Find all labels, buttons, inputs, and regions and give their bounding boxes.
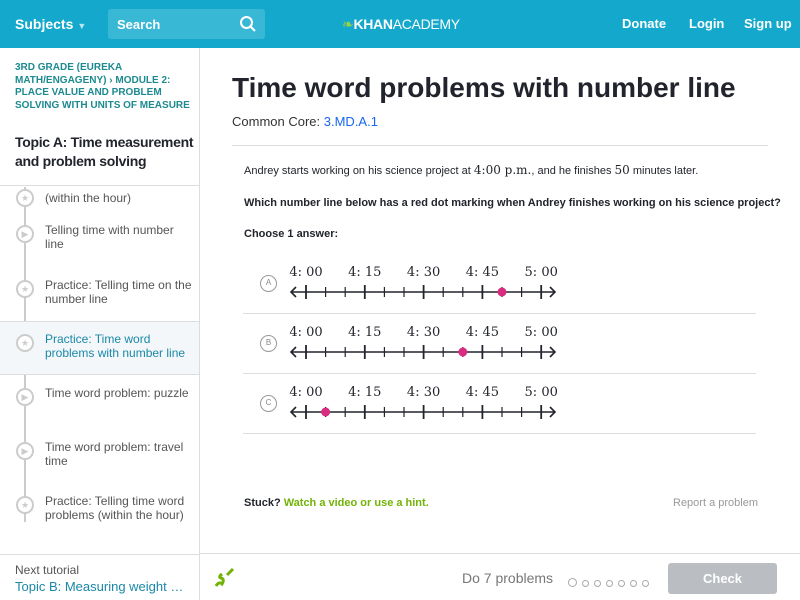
- tick-label: 4: 30: [406, 325, 441, 340]
- check-button[interactable]: Check: [668, 563, 777, 594]
- next-topic-link[interactable]: Topic B: Measuring weight …: [15, 579, 184, 594]
- star-icon: ★: [16, 280, 34, 298]
- tick-label: 4: 00: [289, 265, 323, 280]
- star-icon: ★: [16, 334, 34, 352]
- logo-light: ACADEMY: [392, 16, 460, 32]
- red-dot: [321, 408, 330, 417]
- divider: [232, 145, 768, 146]
- number-line: [288, 263, 563, 303]
- progress-dot: [582, 580, 589, 587]
- sidebar-item[interactable]: [0, 376, 199, 430]
- common-core-link[interactable]: 3.MD.A.1: [323, 114, 378, 129]
- q-part: , and he finishes: [531, 165, 615, 177]
- subjects-menu[interactable]: [15, 16, 86, 32]
- answer-choice-b[interactable]: [243, 315, 756, 375]
- tick-label: 4: 15: [348, 385, 382, 400]
- report-problem-link[interactable]: Report a problem: [673, 497, 758, 509]
- sidebar-item-label: Practice: Telling time word problems (within the hour): [45, 494, 185, 522]
- tick-label: 4: 15: [348, 265, 382, 280]
- question-prompt: Which number line below has a red dot marking when Andrey finishes working on his science project?: [244, 197, 781, 209]
- next-tutorial[interactable]: [0, 554, 199, 600]
- stuck-hint: [244, 497, 429, 509]
- tick-label: 5: 00: [524, 265, 558, 280]
- tick-label: 4: 30: [406, 385, 441, 400]
- divider: [243, 373, 756, 374]
- progress-dot: [594, 580, 601, 587]
- sidebar-item[interactable]: [0, 213, 199, 267]
- choice-letter: B: [260, 335, 277, 352]
- top-header: [0, 0, 800, 48]
- scratchpad-icon[interactable]: [213, 567, 235, 589]
- hint-link[interactable]: Watch a video or use a hint.: [283, 497, 429, 509]
- tick-label: 5: 00: [524, 325, 558, 340]
- topic-title: Topic A: Time measurement and problem solving: [15, 134, 194, 169]
- sidebar-item-label: Time word problem: puzzle: [45, 386, 189, 400]
- breadcrumb[interactable]: 3RD GRADE (EUREKA MATH/ENGAGENY) › MODULE 2: PLACE VALUE AND PROBLEM SOLVING WITH UNITS OF MEASURE: [15, 62, 190, 111]
- sidebar-item[interactable]: [0, 484, 199, 538]
- common-core-label: Common Core:: [232, 114, 321, 129]
- tick-label: 4: 00: [289, 385, 323, 400]
- progress-dot: [630, 580, 637, 587]
- donate-link[interactable]: Donate: [622, 16, 667, 31]
- tick-label: 4: 15: [348, 325, 382, 340]
- progress-dot: [606, 580, 613, 587]
- question-text: [244, 163, 698, 177]
- sidebar-item-label: Practice: Telling time on the number line: [45, 278, 192, 306]
- sidebar-item-label: Time word problem: travel time: [45, 440, 184, 468]
- search-icon: [239, 15, 257, 33]
- subjects-label: Subjects: [15, 16, 74, 32]
- progress-dot: [642, 580, 649, 587]
- chevron-down-icon: ▼: [77, 21, 87, 31]
- q-time: 4:00 p.m.: [473, 163, 532, 177]
- tick-label: 4: 00: [289, 325, 323, 340]
- tick-label: 4: 45: [465, 265, 500, 280]
- play-icon: ▶: [16, 225, 34, 243]
- tick-label: 5: 00: [524, 385, 558, 400]
- progress-dot: [618, 580, 625, 587]
- search-placeholder: Search: [117, 17, 161, 32]
- sidebar-item[interactable]: [0, 430, 199, 484]
- sidebar-item-label: (within the hour): [45, 191, 132, 205]
- sidebar: [0, 48, 200, 600]
- tick-label: 4: 45: [465, 325, 500, 340]
- number-line: [288, 383, 563, 423]
- next-label: Next tutorial: [15, 563, 80, 577]
- choice-letter: A: [260, 275, 277, 292]
- star-icon: ★: [16, 189, 34, 207]
- number-line: [288, 323, 563, 363]
- sidebar-item[interactable]: [0, 321, 199, 375]
- tick-label: 4: 45: [465, 385, 500, 400]
- leaf-icon: ❧: [342, 16, 354, 32]
- answer-choice-c[interactable]: [243, 375, 756, 435]
- choose-label: Choose 1 answer:: [244, 228, 339, 240]
- common-core: [232, 114, 378, 129]
- star-icon: ★: [16, 496, 34, 514]
- progress-dots: [568, 574, 654, 592]
- red-dot: [498, 288, 507, 297]
- progress-dot: [568, 578, 577, 587]
- divider: [243, 433, 756, 434]
- khan-academy-logo[interactable]: [342, 16, 460, 33]
- q-part: Andrey starts working on his science project at: [244, 165, 474, 177]
- page-title: Time word problems with number line: [232, 72, 736, 103]
- choice-letter: C: [260, 395, 277, 412]
- login-link[interactable]: Login: [689, 16, 725, 31]
- tick-label: 4: 30: [406, 265, 441, 280]
- footer-bar: [200, 553, 800, 600]
- stuck-label: Stuck?: [244, 497, 281, 509]
- signup-link[interactable]: Sign up: [744, 16, 792, 31]
- play-icon: ▶: [16, 442, 34, 460]
- sidebar-item[interactable]: [0, 187, 199, 211]
- q-minutes: 50: [614, 163, 630, 177]
- play-icon: ▶: [16, 388, 34, 406]
- sidebar-header: [0, 48, 199, 186]
- logo-bold: KHAN: [353, 16, 393, 32]
- divider: [243, 313, 756, 314]
- search-input[interactable]: [108, 9, 265, 39]
- q-part: minutes later.: [629, 165, 699, 177]
- red-dot: [458, 348, 467, 357]
- problem-count: Do 7 problems: [462, 570, 554, 586]
- sidebar-item[interactable]: [0, 268, 199, 322]
- sidebar-item-label: Telling time with number line: [45, 223, 174, 251]
- sidebar-item-label: Practice: Time word problems with number line: [45, 332, 186, 360]
- lesson-list: [0, 187, 199, 554]
- answer-choice-a[interactable]: [243, 255, 756, 315]
